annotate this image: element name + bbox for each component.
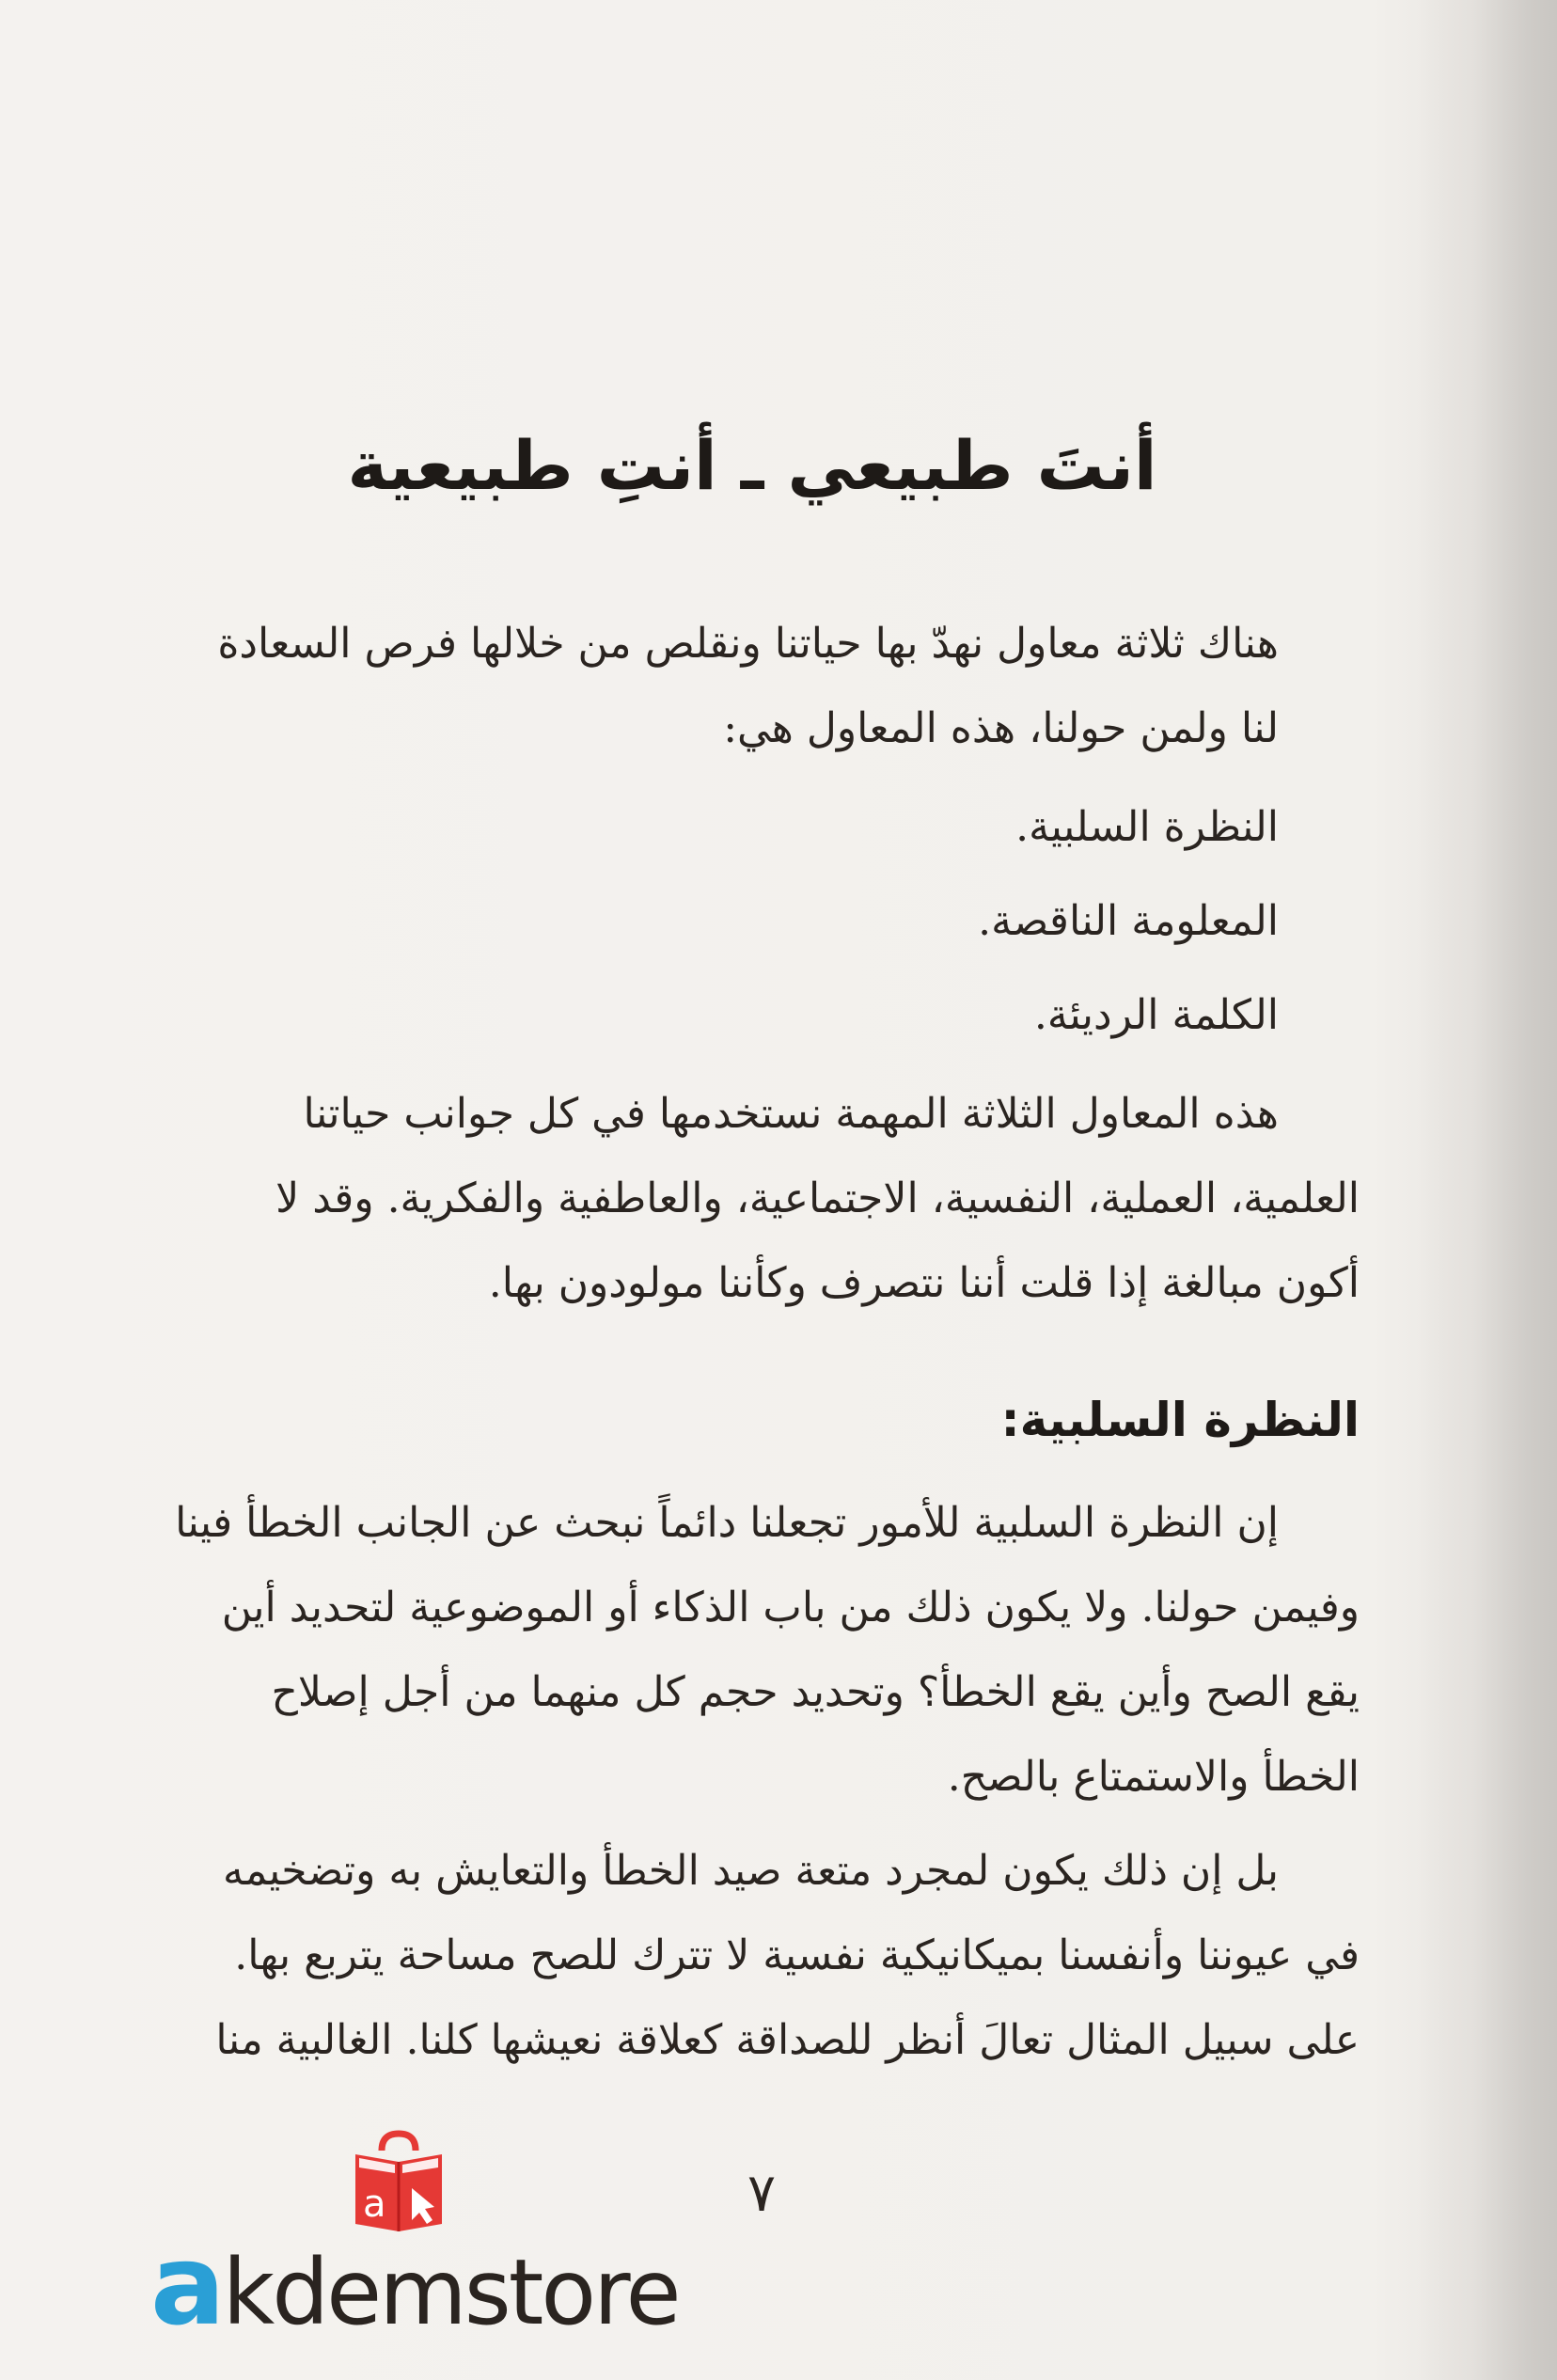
paragraph-line: العلمية، العملية، النفسية، الاجتماعية، والعاطفية والفكرية. وقد لا (275, 1174, 1360, 1222)
paragraph-line: الخطأ والاستمتاع بالصح. (947, 1753, 1360, 1801)
shopping-bag-logo-icon (346, 2130, 451, 2235)
body-paragraph (137, 1481, 1360, 1820)
paragraph-line: أكون مبالغة إذا قلت أننا نتصرف وكأننا مولودون بها. (488, 1259, 1360, 1307)
list-item-bad-word: الكلمة الرديئة. (1033, 991, 1279, 1039)
paragraph-line: هذه المعاول الثلاثة المهمة نستخدمها في كل جوانب حياتنا (303, 1090, 1279, 1138)
intro-paragraph (132, 602, 1279, 771)
watermark-brand-a: a (150, 2220, 223, 2350)
chapter-title: أنتَ طبيعي ـ أنتِ طبيعية (347, 426, 1157, 505)
paragraph-line: في عيوننا وأنفسنا بميكانيكية نفسية لا تترك للصح مساحة يتربع بها. (234, 1931, 1360, 1979)
intro-line: لنا ولمن حولنا، هذه المعاول هي: (723, 704, 1279, 752)
paragraph-line: يقع الصح وأين يقع الخطأ؟ وتحديد حجم كل منهما من أجل إصلاح (271, 1668, 1360, 1716)
page-number: ٧ (747, 2163, 777, 2224)
paragraph-line: بل إن ذلك يكون لمجرد متعة صيد الخطأ والتعايش به وتضخيمه (222, 1847, 1279, 1895)
watermark-brand-rest: kdemstore (222, 2240, 679, 2345)
intro-line: هناك ثلاثة معاول نهدّ بها حياتنا ونقلص من خلالها فرص السعادة (217, 620, 1279, 668)
body-paragraph (137, 1072, 1360, 1326)
paragraph-line: إن النظرة السلبية للأمور تجعلنا دائماً نبحث عن الجانب الخطأ فينا (175, 1499, 1279, 1547)
list-item-incomplete-info: المعلومة الناقصة. (978, 897, 1279, 945)
list-item-negative-view: النظرة السلبية. (1015, 803, 1279, 851)
page-edge-shadow (1416, 0, 1557, 2380)
body-paragraph (137, 1829, 1360, 2083)
paragraph-line: وفيمن حولنا. ولا يكون ذلك من باب الذكاء أو الموضوعية لتحديد أين (221, 1584, 1360, 1631)
paragraph-line: على سبيل المثال تعالَ أنظر للصداقة كعلاقة نعيشها كلنا. الغالبية منا (215, 2016, 1360, 2064)
section-heading: النظرة السلبية: (1000, 1393, 1360, 1447)
akdemstore-watermark (150, 2220, 679, 2350)
bag-letter: a (363, 2183, 386, 2226)
